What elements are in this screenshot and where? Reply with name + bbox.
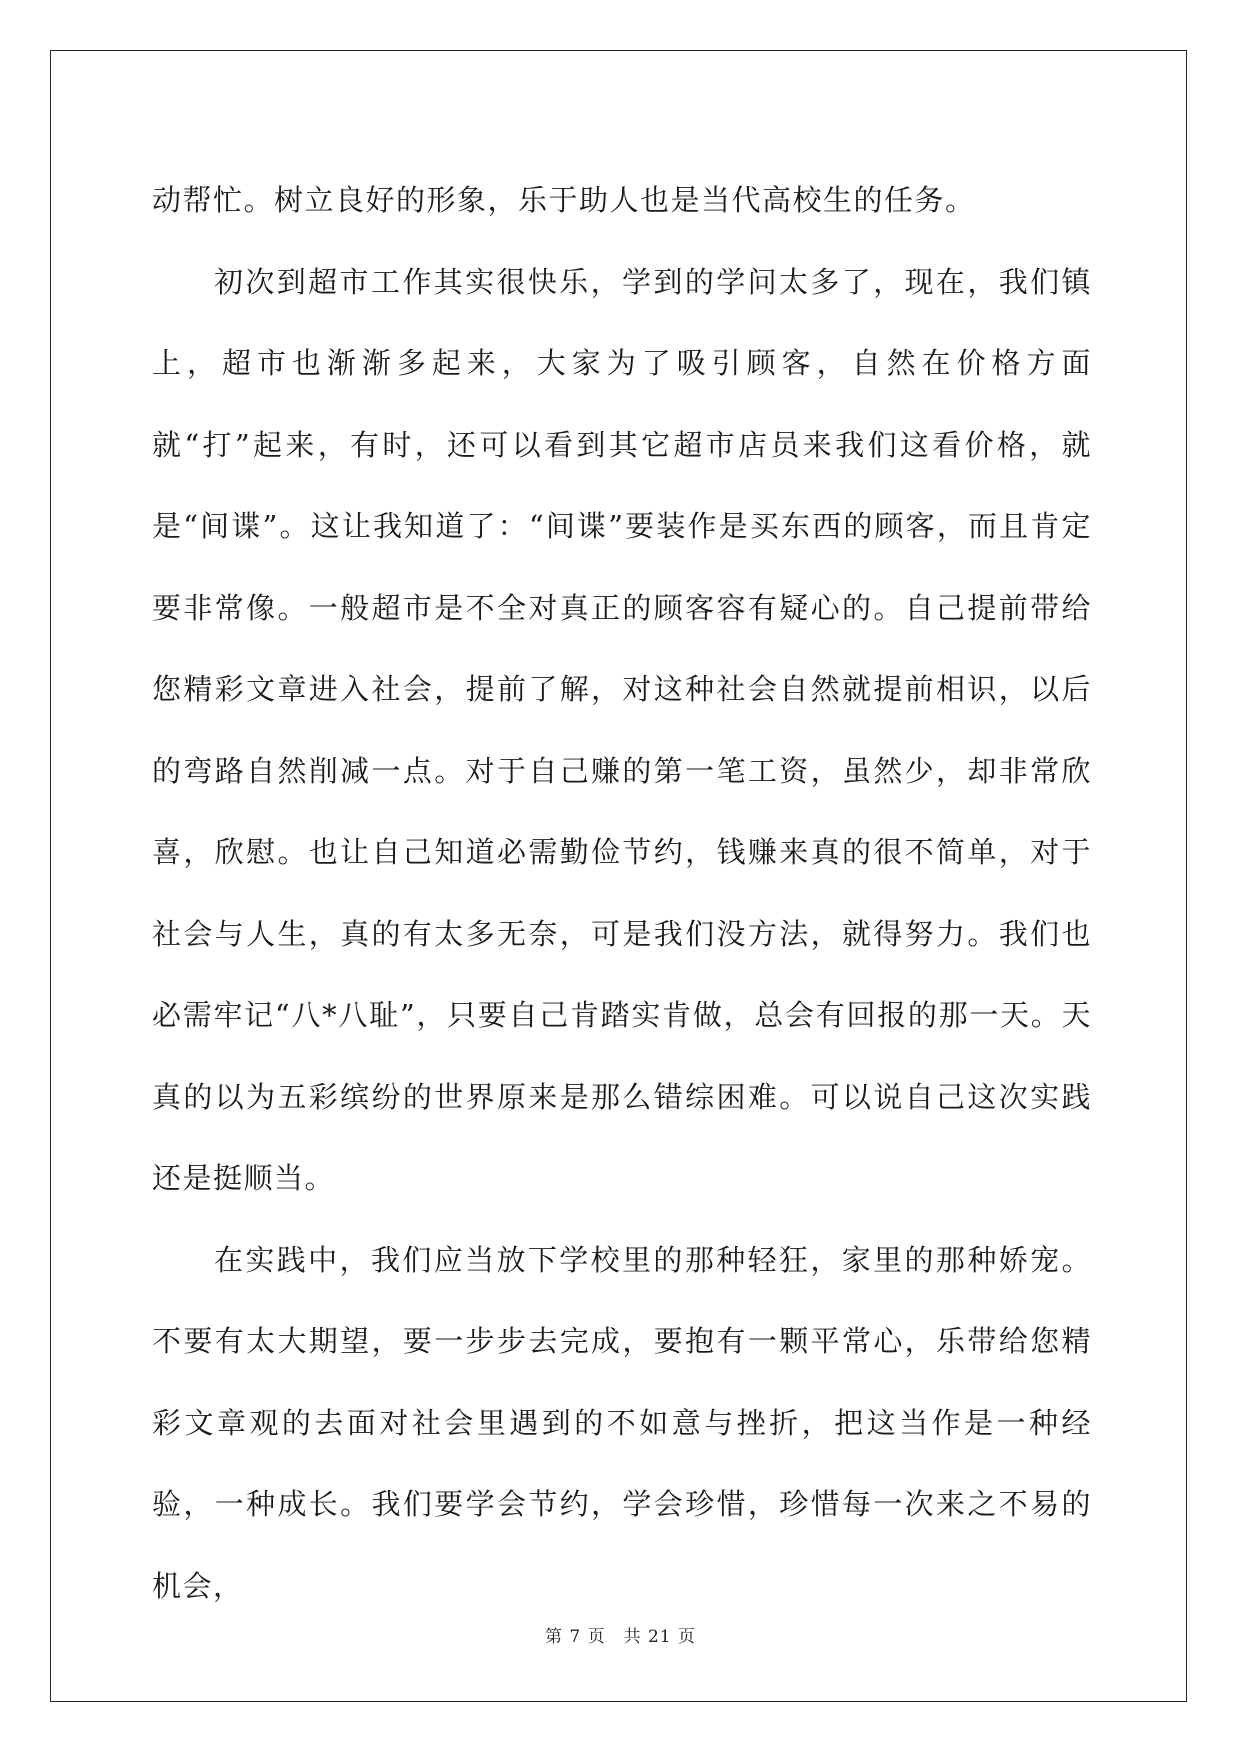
paragraph-1: 动帮忙。树立良好的形象，乐于助人也是当代高校生的任务。 [152,183,976,217]
paragraph-2: 初次到超市工作其实很快乐，学到的学问太多了，现在，我们镇上，超市也渐渐多起来，大家为了吸引顾客，自然在价格方面就“打”起来，有时，还可以看到其它超市店员来我们这看价格，就是“间谍”。这让我知道了：“间谍”要装作是买东西的顾客，而且肯定要非常像。一般超市是不全对真正的顾客容有疑心的。自己提前带给您精彩文章进入社会，提前了解，对这种社会自然就提前相识，以后的弯路自然削减一点。对于自己赚的第一笔工资，虽然少，却非常欣喜，欣慰。也让自己知道必需勤俭节约，钱赚来真的很不简单，对于社会与人生，真的有太多无奈，可是我们没方法，就得努力。我们也必需牢记“八*八耻”，只要自己肯踏实肯做，总会有回报的那一天。天真的以为五彩缤纷的世界原来是那么错综困难。可以说自己这次实践还是挺顺当。 [152,264,1092,1195]
document-body [152,160,1092,1627]
paragraph-3: 在实践中，我们应当放下学校里的那种轻狂，家里的那种娇宠。不要有太大期望，要一步步去完成，要抱有一颗平常心，乐带给您精彩文章观的去面对社会里遇到的不如意与挫折，把这当作是一种经验，一种成长。我们要学会节约，学会珍惜，珍惜每一次来之不易的机会， [152,1242,1092,1603]
page-footer: 第 7 页 共 21 页 [544,1627,697,1647]
